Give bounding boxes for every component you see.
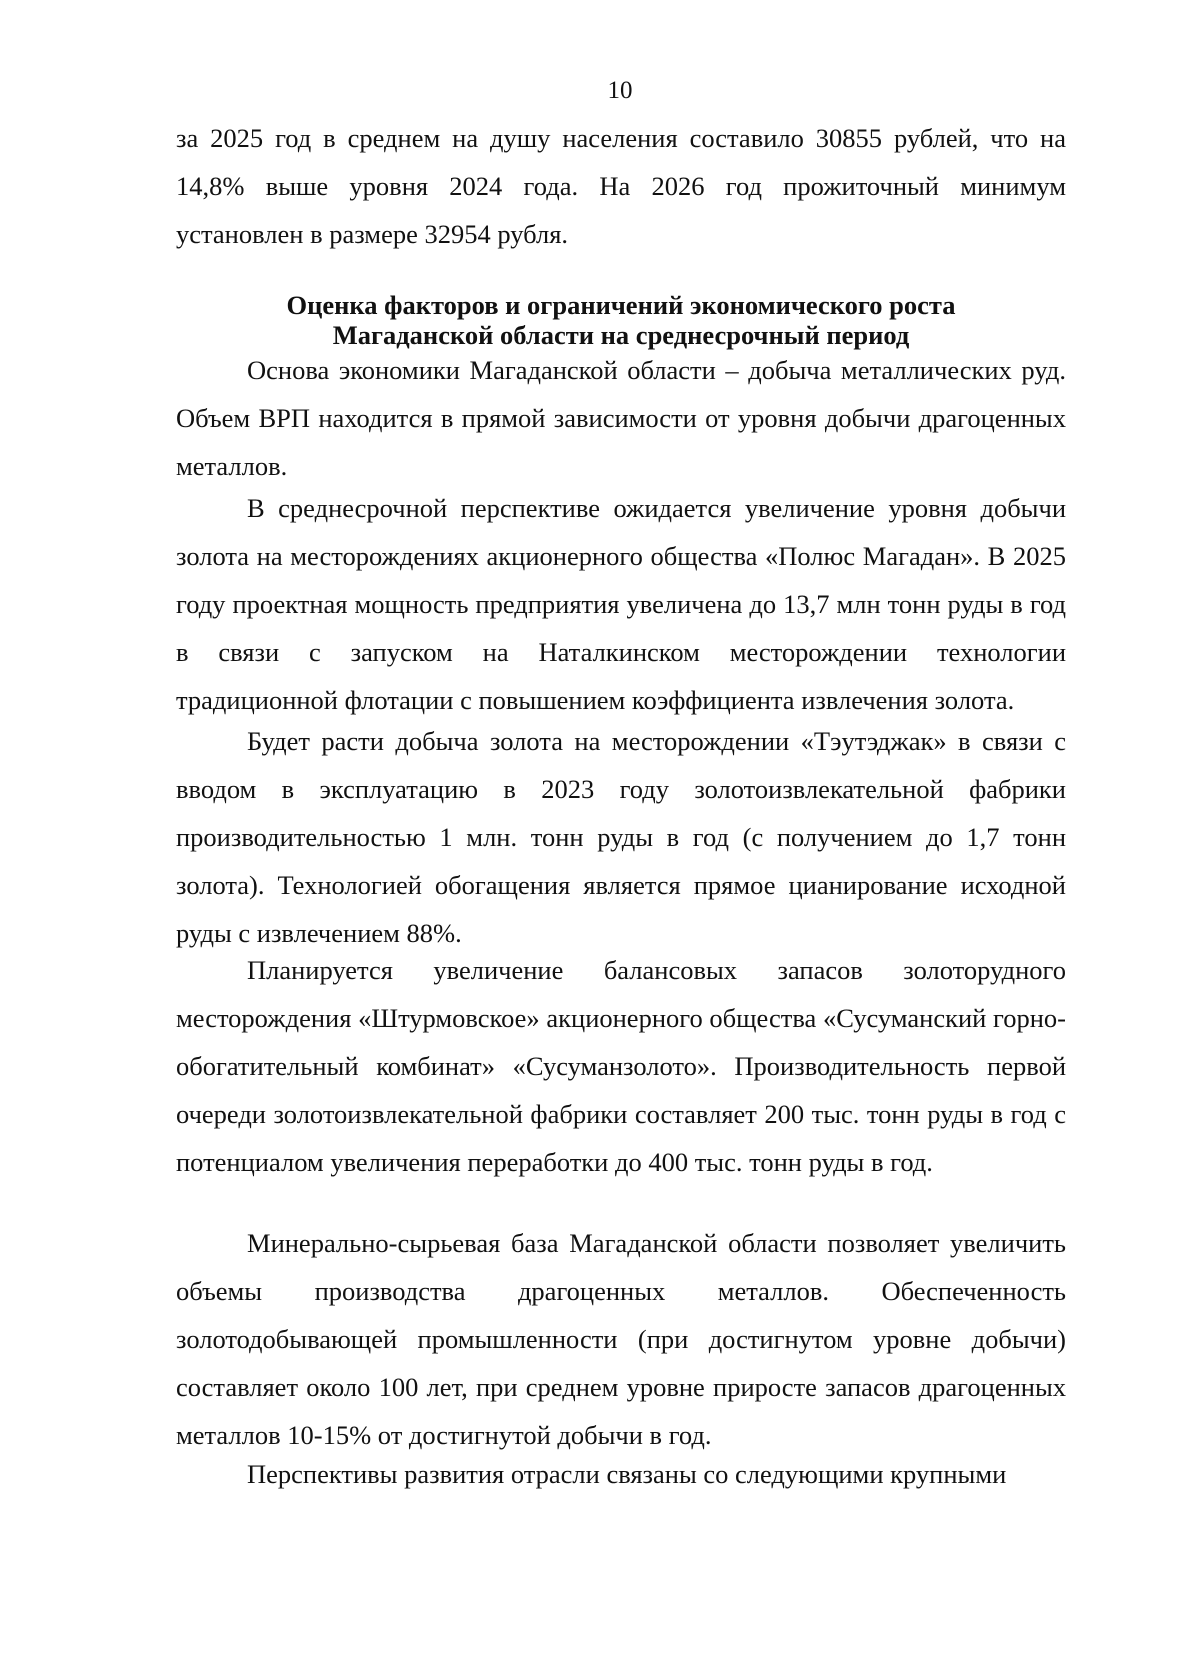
body-text-block-5: [176, 1219, 1066, 1459]
body-text-block-2: [176, 484, 1066, 724]
body-text-block-1: [176, 346, 1066, 490]
body-paragraph: Планируется увеличение балансовых запасов золоторудного месторождения «Штурмовское» акционерного общества «Сусуманский горно-обогатительный комбинат» «Сусуманзолото». Производительность первой очереди золотоизвлекательной фабрики составляет 200 тыс. тонн руды в год с потенциалом увеличения переработки до 400 тыс. тонн руды в год.: [176, 955, 1066, 1177]
body-paragraph: Основа экономики Магаданской области – добыча металлических руд. Объем ВРП находится в прямой зависимости от уровня добычи драгоценных металлов.: [176, 355, 1066, 481]
section-heading-line-1: Оценка факторов и ограничений экономического роста: [286, 290, 956, 320]
body-text-block-4: [176, 946, 1066, 1186]
body-paragraph: В среднесрочной перспективе ожидается увеличение уровня добычи золота на месторождениях акционерного общества «Полюс Магадан». В 2025 году проектная мощность предприятия увеличена до 13,7 млн тонн руды в год в связи с запуском на Наталкинском месторождении технологии традиционной флотации с повышением коэффициента извлечения золота.: [176, 493, 1066, 715]
body-paragraph: Будет расти добыча золота на месторождении «Тэутэджак» в связи с вводом в эксплуатацию в 2023 году золотоизвлекательной фабрики производительностью 1 млн. тонн руды в год (с получением до 1,7 тонн золота). Технологией обогащения является прямое цианирование исходной руды с извлечением 88%.: [176, 726, 1066, 948]
section-heading-line-2: Магаданской области на среднесрочный период: [332, 320, 910, 350]
page-number: 10: [607, 77, 633, 104]
intro-text-block: [176, 114, 1066, 258]
body-paragraph: Минерально-сырьевая база Магаданской области позволяет увеличить объемы производства драгоценных металлов. Обеспеченность золотодобывающей промышленности (при достигнутом уровне добычи) составляет около 100 лет, при среднем уровне приросте запасов драгоценных металлов 10-15% от достигнутой добычи в год.: [176, 1228, 1066, 1450]
section-heading: [176, 290, 1066, 350]
body-text-block-3: [176, 717, 1066, 957]
body-text-block-6: [176, 1450, 1066, 1498]
body-paragraph: Перспективы развития отрасли связаны со следующими крупными: [247, 1459, 1007, 1489]
intro-paragraph: за 2025 год в среднем на душу населения составило 30855 рублей, что на 14,8% выше уровня 2024 года. На 2026 год прожиточный минимум установлен в размере 32954 рубля.: [176, 123, 1066, 249]
